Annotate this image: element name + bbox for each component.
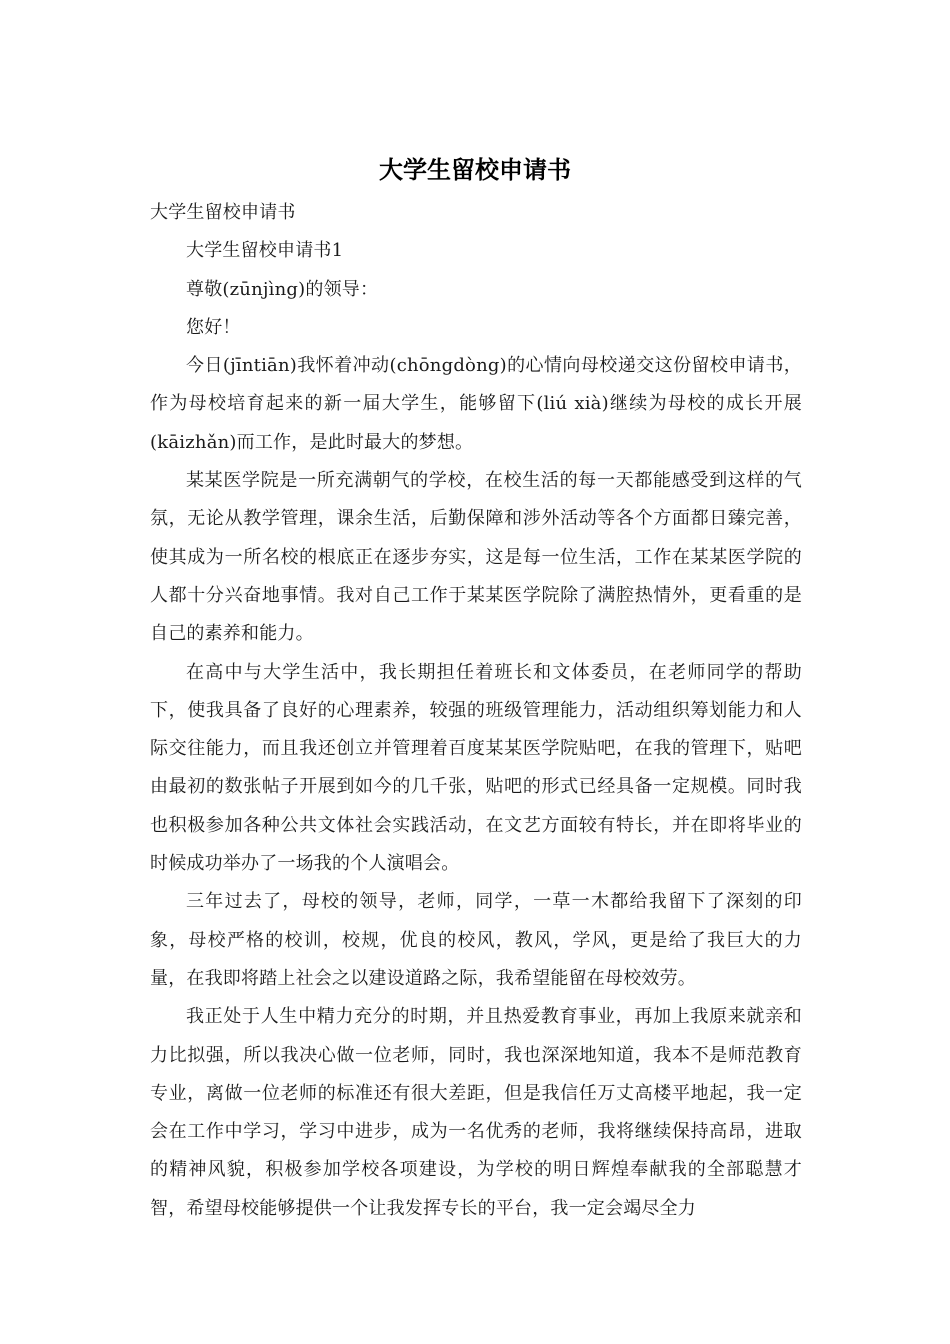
body-paragraph: 在高中与大学生活中，我长期担任着班长和文体委员，在老师同学的帮助下，使我具备了良好的心理素养，较强的班级管理能力，活动组织筹划能力和人际交往能力，而且我还创立并管理着百度某某医学院贴吧，在我的管理下，贴吧由最初的数张帖子开展到如今的几千张，贴吧的形式已经具备一定规模。同时我也积极参加各种公共文体社会实践活动，在文艺方面较有特长，并在即将毕业的时候成功举办了一场我的个人演唱会。 — [150, 661, 802, 875]
page-title: 大学生留校申请书 — [379, 156, 571, 184]
document-subtitle: 大学生留校申请书 — [150, 202, 296, 223]
salutation: 尊敬(zūnjìng)的领导： — [186, 278, 379, 300]
document-body — [150, 194, 802, 1228]
body-paragraph: 某某医学院是一所充满朝气的学校，在校生活的每一天都能感受到这样的气氛，无论从教学管理，课余生活，后勤保障和涉外活动等各个方面都日臻完善，使其成为一所名校的根底正在逐步夯实，这是每一位生活，工作在某某医学院的人都十分兴奋地事情。我对自己工作于某某医学院除了满腔热情外，更看重的是自己的素养和能力。 — [150, 470, 802, 645]
body-paragraph: 我正处于人生中精力充分的时期，并且热爱教育事业，再加上我原来就亲和力比拟强，所以我决心做一位老师，同时，我也深深地知道，我本不是师范教育专业，离做一位老师的标准还有很大差距，但是我信任万丈高楼平地起，我一定会在工作中学习，学习中进步，成为一名优秀的老师，我将继续保持高昂，进取的精神风貌，积极参加学校各项建设，为学校的明日辉煌奉献我的全部聪慧才智，希望母校能够提供一个让我发挥专长的平台，我一定会竭尽全力 — [150, 1006, 802, 1219]
section-heading: 大学生留校申请书1 — [186, 240, 344, 262]
greeting: 您好！ — [186, 316, 241, 338]
body-paragraph: 今日(jīntiān)我怀着冲动(chōngdòng)的心情向母校递交这份留校申请书，作为母校培育起来的新一届大学生，能够留下(liú xià)继续为母校的成长开展(kāizhǎn)而工作，是此时最大的梦想。 — [150, 355, 802, 453]
body-paragraph: 三年过去了，母校的领导，老师，同学，一草一木都给我留下了深刻的印象，母校严格的校训，校规，优良的校风，教风，学风，更是给了我巨大的力量，在我即将踏上社会之以建设道路之际，我希望能留在母校效劳。 — [150, 891, 802, 989]
